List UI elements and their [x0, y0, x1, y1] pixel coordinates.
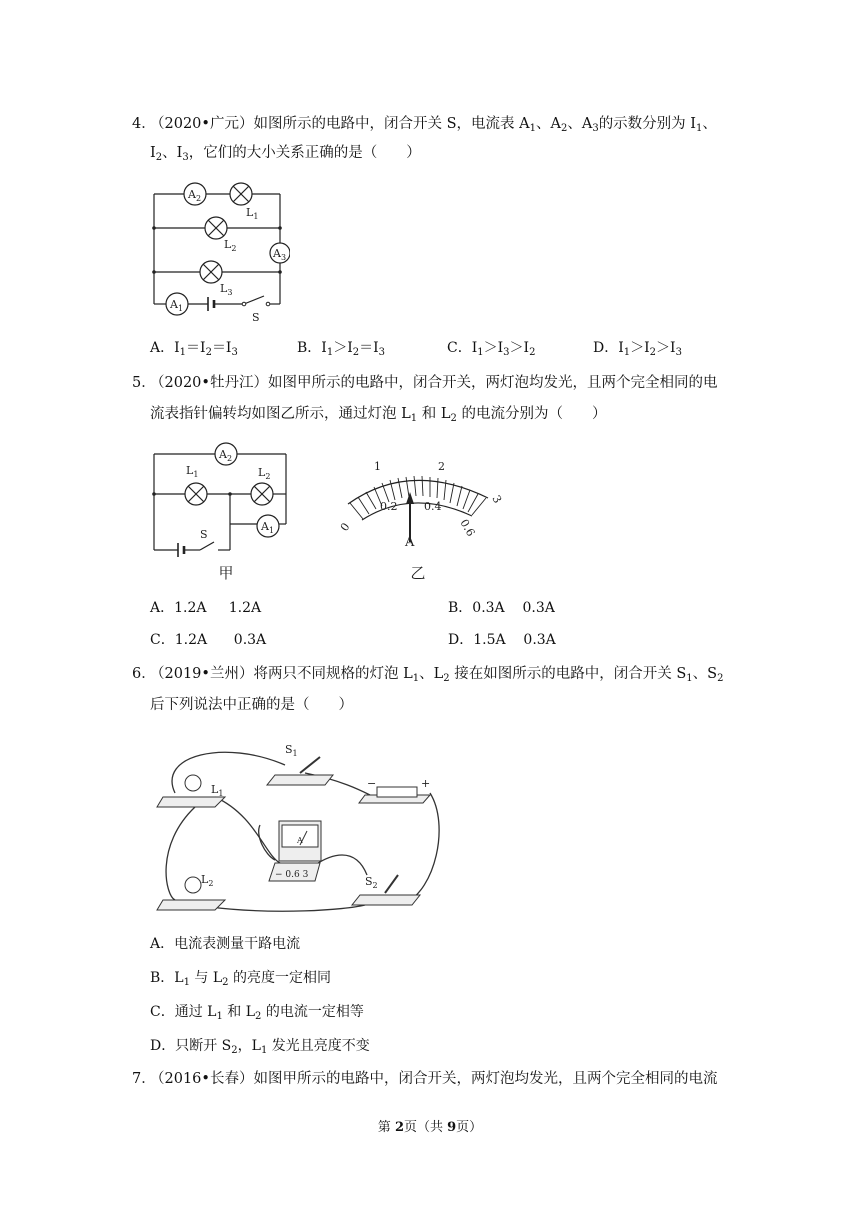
q5-ammeter-dial-yi — [310, 450, 510, 580]
svg-text:A: A — [297, 836, 303, 845]
svg-text:0: 0 — [337, 520, 353, 534]
svg-text:0.2: 0.2 — [380, 500, 398, 513]
q6-physical-circuit — [155, 735, 445, 920]
q7-source: （2016•长春） — [150, 1071, 254, 1087]
svg-text:A2: $A_2$ — [219, 448, 233, 463]
q5-option-a[interactable]: A．1.2A 1.2A — [150, 600, 262, 616]
svg-text:L2: $L_2$ — [224, 238, 237, 253]
svg-text:S: S — [252, 311, 260, 321]
q4-source: （2020•广元） — [150, 116, 254, 132]
svg-text:A2: $A_2$ — [188, 188, 202, 203]
q4-option-b[interactable]: B．$I_1>I_2=I_3$ — [297, 340, 386, 358]
q4-option-c[interactable]: C．$I_1>I_3>I_2$ — [447, 340, 536, 358]
q6-option-c[interactable]: C．通过 $L_1$ 和 $L_2$ 的电流一定相等 — [150, 1004, 364, 1022]
q6-option-b[interactable]: B．$L_1$ 与 $L_2$ 的亮度一定相同 — [150, 970, 331, 988]
q5-source: （2020•牡丹江） — [150, 375, 268, 391]
q5-label-yi: 乙 — [410, 564, 426, 580]
svg-text:S2: $S_2$ — [365, 875, 378, 890]
svg-text:A1: $A_1$ — [170, 298, 184, 313]
svg-text:A: A — [405, 535, 415, 550]
svg-text:0.6: 0.6 — [457, 517, 478, 539]
q5-stem-line2: 流表指针偏转均如图乙所示，通过灯泡 $L_1$ 和 $L_2$ 的电流分别为（ ） — [150, 406, 607, 424]
q7-stem-line1: （2016•长春）如图甲所示的电路中，闭合开关，两灯泡均发光，且两个完全相同的电流 — [150, 1071, 718, 1087]
q5-stem-line1: （2020•牡丹江）如图甲所示的电路中，闭合开关，两灯泡均发光，且两个完全相同的电 — [150, 375, 718, 391]
svg-text:L2: $L_2$ — [258, 466, 271, 481]
q4-number: 4． — [132, 116, 156, 132]
q4-stem-line2: $I_2$、$I_3$，它们的大小关系正确的是（ ） — [150, 145, 421, 163]
q4-circuit-diagram — [150, 176, 290, 321]
q4-stem-line1: （2020•广元）如图所示的电路中，闭合开关 S，电流表 $A_1$、$A_2$、$A_3$的示数分别为 $I_1$、 — [150, 116, 717, 134]
current-page: 2 — [394, 1120, 404, 1135]
q6-number: 6． — [132, 666, 156, 682]
svg-text:S: S — [200, 528, 208, 541]
total-pages: 9 — [447, 1120, 457, 1135]
q5-option-c[interactable]: C．1.2A 0.3A — [150, 632, 267, 648]
svg-text:3: 3 — [489, 493, 505, 506]
q6-stem-line2: 后下列说法中正确的是（ ） — [150, 697, 353, 713]
q5-number: 5． — [132, 375, 156, 391]
q6-stem-line1: （2019•兰州）将两只不同规格的灯泡 $L_1$、$L_2$ 接在如图所示的电路中，闭合开关 $S_1$、$S_2$ — [150, 666, 724, 684]
svg-text:−: − — [367, 777, 377, 790]
svg-text:L1: $L_1$ — [186, 464, 199, 479]
svg-text:L1: $L_1$ — [211, 783, 224, 798]
svg-text:L2: $L_2$ — [201, 873, 214, 888]
svg-text:− 0.6 3: − 0.6 3 — [275, 870, 309, 880]
q4-option-d[interactable]: D．$I_1>I_2>I_3$ — [593, 340, 682, 358]
q7-number: 7． — [132, 1071, 156, 1087]
svg-text:S1: $S_1$ — [285, 743, 298, 758]
q6-source: （2019•兰州） — [150, 666, 254, 682]
svg-text:A1: $A_1$ — [261, 520, 275, 535]
svg-text:A3: $A_3$ — [273, 247, 287, 262]
q5-label-jia: 甲 — [218, 564, 234, 580]
svg-text:2: 2 — [438, 460, 445, 473]
q4-option-a[interactable]: A．$I_1=I_2=I_3$ — [150, 340, 238, 358]
q5-circuit-jia — [150, 440, 290, 580]
svg-text:L1: $L_1$ — [246, 206, 259, 221]
q6-option-d[interactable]: D．只断开 $S_2$，$L_1$ 发光且亮度不变 — [150, 1038, 370, 1056]
page-footer: 第 2页（共 9页） — [377, 1120, 483, 1135]
q6-option-a[interactable]: A．电流表测量干路电流 — [150, 936, 301, 952]
svg-text:L3: $L_3$ — [220, 282, 233, 297]
svg-text:+: + — [421, 777, 431, 790]
q5-option-b[interactable]: B．0.3A 0.3A — [448, 600, 555, 616]
svg-text:1: 1 — [374, 460, 381, 473]
svg-text:0.4: 0.4 — [424, 500, 442, 513]
q5-option-d[interactable]: D．1.5A 0.3A — [448, 632, 556, 648]
